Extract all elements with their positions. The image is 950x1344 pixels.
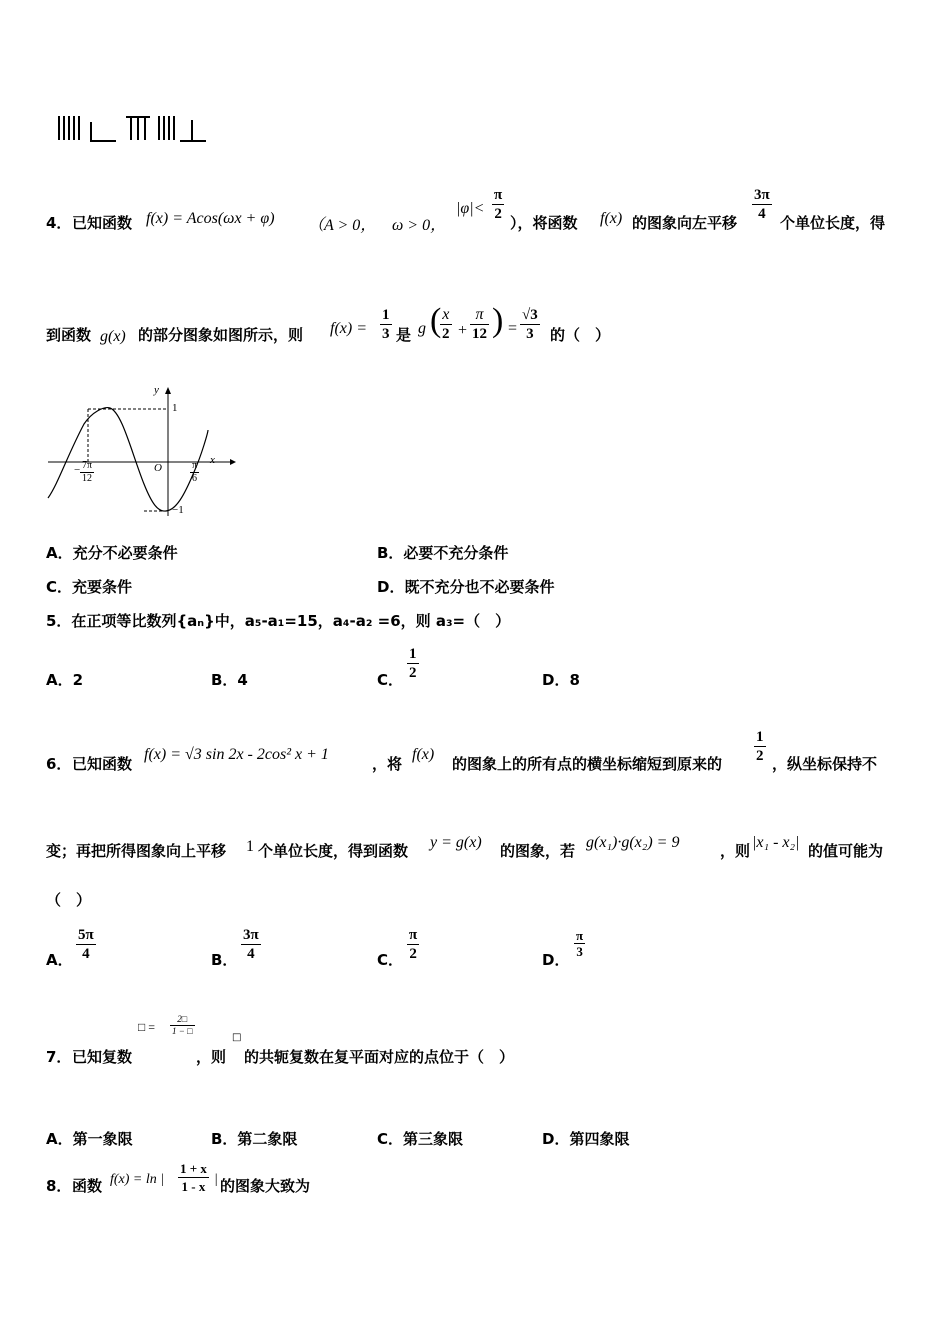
q7-option-a[interactable]: A．第一象限 <box>46 1130 133 1148</box>
q4-cond-left: f(x) = <box>330 320 367 337</box>
q4-cond3: |φ|< <box>456 200 485 217</box>
q7-z-box: □ <box>232 1032 242 1043</box>
q4-cond1: （A > 0， <box>308 217 377 234</box>
graph-y-label: y <box>154 384 159 396</box>
q5-option-b[interactable]: B．4 <box>211 671 248 689</box>
q4-f-def: f(x) = Acos(ωx + φ) <box>146 210 275 227</box>
q6-option-d-frac: $\frac{\pi}{3}$ <box>576 928 584 959</box>
q4-plus: + <box>458 322 468 339</box>
y-axis-arrow-icon <box>165 387 171 394</box>
q6-text3: 的图象上的所有点的横坐标缩短到原来的 <box>452 755 723 773</box>
q6-text5: 变；再把所得图象向上平移 <box>46 842 227 860</box>
graph-left-minus: − <box>74 464 81 476</box>
q5-option-a[interactable]: A．2 <box>46 671 84 689</box>
q8-f-right: | <box>214 1172 218 1187</box>
q4-text2: ），将函数 <box>510 214 578 232</box>
graph-x-label: x <box>210 454 215 466</box>
q6-option-a-frac: $\frac{5\pi}{4}$ <box>78 927 94 962</box>
graph-right-tick: $\frac{\pi}{6}$ <box>192 460 198 484</box>
q4-text5: 到函数 <box>46 326 92 344</box>
q4-option-d[interactable]: D．既不充分也不必要条件 <box>377 578 555 596</box>
q6-text7: 的图象，若 <box>500 842 576 860</box>
q4-pi-over-12: $\frac{\pi}{12}$ <box>472 306 487 342</box>
q7-number: 7． <box>46 1048 72 1066</box>
q4-option-c[interactable]: C．充要条件 <box>46 578 133 596</box>
q4-sqrt3-over-3: $\frac{√3}{3}$ <box>522 307 538 342</box>
x-axis-arrow-icon <box>230 459 236 465</box>
q4-x-over-2: $\frac{x}{2}$ <box>442 306 450 342</box>
q4-number: 4． <box>46 214 72 232</box>
q7-text1: 已知复数 <box>72 1048 133 1066</box>
q6-option-c-label: C． <box>377 951 404 969</box>
graph-left-tick: $\frac{7\pi}{12}$ <box>82 460 93 484</box>
q4-text6: 的部分图象如图所示，则 <box>138 326 304 344</box>
q4-g: g <box>418 320 426 337</box>
q4-lparen: ( <box>430 302 442 339</box>
q7-option-c[interactable]: C．第三象限 <box>377 1130 464 1148</box>
q7-text2: ，则 <box>196 1048 227 1066</box>
q5-option-c[interactable] <box>377 646 417 690</box>
q6-option-c-frac: $\frac{\pi}{2}$ <box>409 927 418 962</box>
q5-option-d[interactable]: D．8 <box>542 671 580 689</box>
q4-option-b[interactable]: B．必要不充分条件 <box>377 544 509 562</box>
q7-z-frac: $\frac{2□}{1 - □}$ <box>172 1014 193 1036</box>
q7-text3: 的共轭复数在复平面对应的点位于（ ） <box>244 1048 515 1066</box>
q4-cond2: ω > 0， <box>392 217 447 234</box>
q8-f-left: f(x) = ln | <box>110 1172 165 1187</box>
q6-half: $\frac{1}{2}$ <box>756 729 764 764</box>
q6-text6: 个单位长度，得到函数 <box>258 842 409 860</box>
q8-frac: $\frac{1 + x}{1 - x}$ <box>180 1161 207 1194</box>
q4-text8: 的（ ） <box>550 326 611 344</box>
q4-text: 已知函数 <box>72 214 133 232</box>
q8-text1: 函数 <box>72 1177 103 1195</box>
q4-rparen: ) <box>492 302 504 339</box>
q4-gx: g(x) <box>100 328 126 345</box>
q6-one: 1 <box>246 838 254 855</box>
graph-y-bottom: −1 <box>172 504 184 516</box>
q8-text2: 的图象大致为 <box>220 1177 311 1195</box>
q4-text4: 个单位长度，得 <box>780 214 886 232</box>
q6-y-eq: y = g(x) <box>430 834 482 851</box>
q6-number: 6． <box>46 755 72 773</box>
q6-f-def: f(x) = √3 sin 2x - 2cos² x + 1 <box>144 746 329 763</box>
q8-number: 8． <box>46 1177 72 1195</box>
q5-option-c-label: C． <box>377 671 404 689</box>
q6-product: g(x₁)·g(x₂) = 9 <box>586 834 680 851</box>
q6-option-a-label: A． <box>46 951 73 969</box>
q4-graph <box>44 384 244 524</box>
barcode-mark <box>58 116 210 142</box>
q4-text7: 是 <box>396 326 412 344</box>
q6-paren: （ ） <box>46 891 92 909</box>
q6-abs: |x₁ - x₂| <box>752 834 800 851</box>
barcode-icon <box>58 116 210 144</box>
q4-fx: f(x) <box>600 210 623 227</box>
q6-fx: f(x) <box>412 746 435 763</box>
q5-stem: 5．在正项等比数列{aₙ}中，a₅-a₁=15，a₄-a₂ =6，则 a₃=（ ） <box>46 612 511 630</box>
q4-shift-frac: $\frac{3\pi}{4}$ <box>754 187 770 222</box>
q6-text4: ，纵坐标保持不 <box>772 755 878 773</box>
q4-option-a[interactable]: A．充分不必要条件 <box>46 544 178 562</box>
q6-text1: 已知函数 <box>72 755 133 773</box>
q4-pi-over-2: $\frac{\pi}{2}$ <box>494 187 503 222</box>
q7-option-b[interactable]: B．第二象限 <box>211 1130 298 1148</box>
q7-z-left: □ = <box>138 1020 156 1034</box>
q6-text8: ，则 <box>720 842 751 860</box>
q6-option-b-frac: $\frac{3\pi}{4}$ <box>243 927 259 962</box>
q4-text3: 的图象向左平移 <box>632 214 738 232</box>
q6-text9: 的值可能为 <box>808 842 884 860</box>
q5-option-c-frac: $\frac{1}{2}$ <box>409 646 417 681</box>
graph-y-top: 1 <box>172 402 178 414</box>
q4-equals: = <box>508 320 518 337</box>
q6-text2: ，将 <box>372 755 403 773</box>
q6-option-b-label: B． <box>211 951 238 969</box>
q7-option-d[interactable]: D．第四象限 <box>542 1130 630 1148</box>
curve <box>48 408 208 511</box>
q6-option-d-label: D． <box>542 951 570 969</box>
q4-one-third: $\frac{1}{3}$ <box>382 307 390 342</box>
graph-origin: O <box>154 462 162 474</box>
